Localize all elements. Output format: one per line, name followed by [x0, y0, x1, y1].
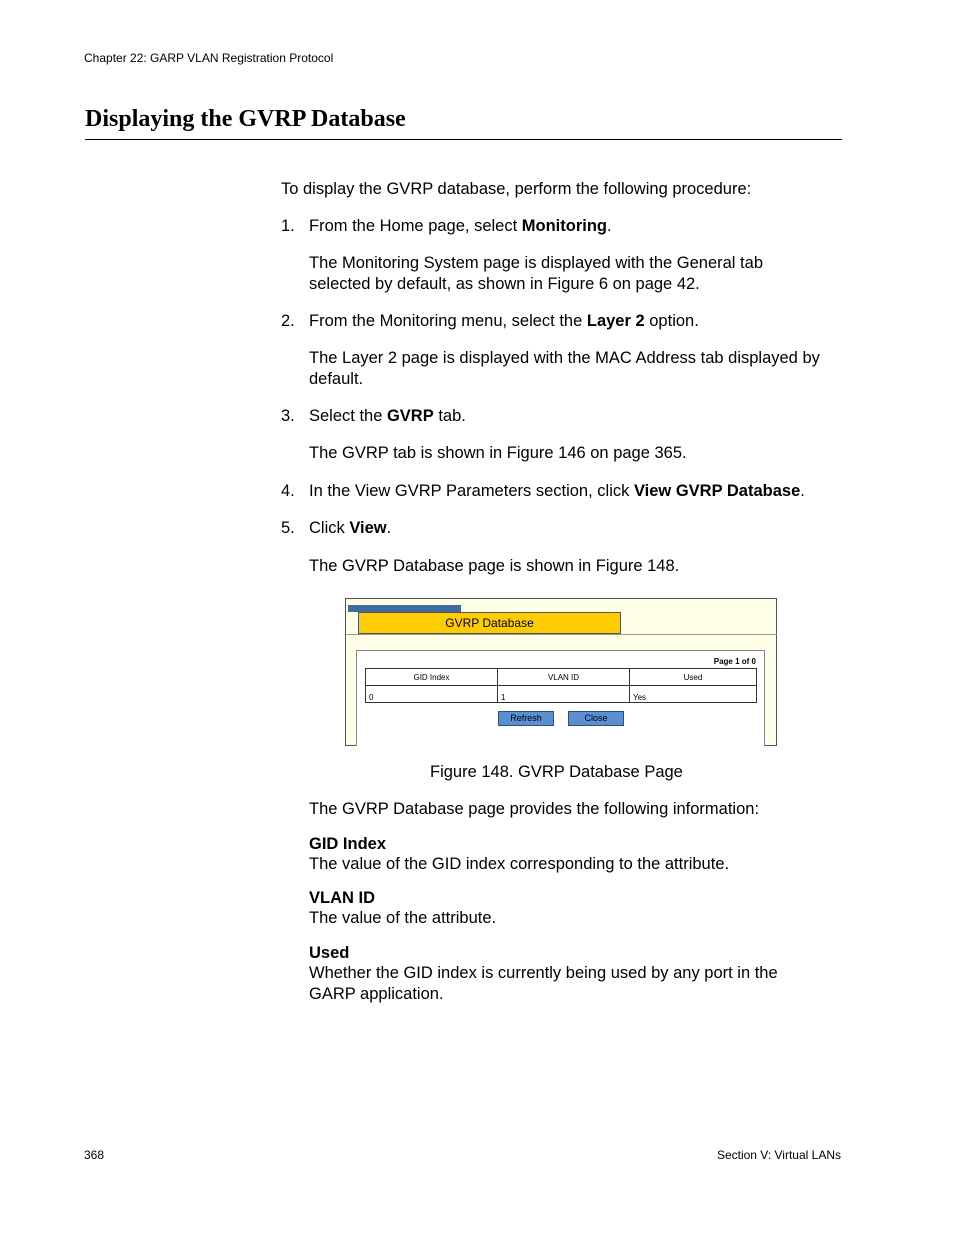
- cell-gid-index: 0: [366, 686, 498, 703]
- step-3-text: Select the GVRP tab.: [309, 407, 466, 425]
- info-intro: The GVRP Database page provides the following information:: [309, 800, 760, 818]
- cell-vlan-id: 1: [498, 686, 630, 703]
- step-number: 5.: [281, 519, 295, 537]
- page-title: Displaying the GVRP Database: [85, 106, 406, 132]
- step-4-text: In the View GVRP Parameters section, click View GVRP Database.: [309, 482, 805, 500]
- step-number: 2.: [281, 312, 295, 330]
- tab-gvrp-database[interactable]: GVRP Database: [358, 612, 621, 634]
- step-5-text: Click View.: [309, 519, 392, 537]
- gvrp-database-table: [365, 668, 757, 703]
- refresh-button[interactable]: Refresh: [498, 711, 554, 726]
- column-header-gid-index: GID Index: [366, 669, 498, 686]
- term-vlan-id: VLAN ID: [309, 889, 375, 907]
- close-button[interactable]: Close: [568, 711, 624, 726]
- step-2-text: From the Monitoring menu, select the Layer 2 option.: [309, 312, 699, 330]
- page-number: 368: [84, 1148, 105, 1162]
- step-number: 3.: [281, 407, 295, 425]
- page-indicator: Page 1 of 0: [713, 657, 756, 666]
- step-1-text: From the Home page, select Monitoring.: [309, 217, 612, 235]
- column-header-vlan-id: VLAN ID: [498, 669, 630, 686]
- figure-caption: Figure 148. GVRP Database Page: [430, 763, 683, 781]
- intro-paragraph: To display the GVRP database, perform the following procedure:: [281, 180, 752, 198]
- tab-strip: [348, 605, 461, 612]
- step-1-note: The Monitoring System page is displayed with the General tab selected by default, as shown in Figure 6 on page 42.: [309, 254, 763, 293]
- term-used: Used: [309, 944, 350, 962]
- term-gid-index: GID Index: [309, 835, 387, 853]
- title-divider: [85, 139, 842, 140]
- step-number: 4.: [281, 482, 295, 500]
- desc-used: Whether the GID index is currently being used by any port in the GARP application.: [309, 964, 778, 1003]
- step-number: 1.: [281, 217, 295, 235]
- table-row: [366, 686, 757, 703]
- desc-vlan-id: The value of the attribute.: [309, 909, 497, 927]
- column-header-used: Used: [630, 669, 757, 686]
- tab-divider: [346, 634, 777, 635]
- step-5-note: The GVRP Database page is shown in Figure 148.: [309, 557, 680, 575]
- table-header-row: [366, 669, 757, 686]
- desc-gid-index: The value of the GID index corresponding to the attribute.: [309, 855, 730, 873]
- cell-used: Yes: [630, 686, 757, 703]
- step-3-note: The GVRP tab is shown in Figure 146 on page 365.: [309, 444, 687, 462]
- step-2-note: The Layer 2 page is displayed with the MAC Address tab displayed by default.: [309, 349, 820, 388]
- section-footer: Section V: Virtual LANs: [716, 1148, 841, 1162]
- running-header: Chapter 22: GARP VLAN Registration Protocol: [84, 51, 334, 65]
